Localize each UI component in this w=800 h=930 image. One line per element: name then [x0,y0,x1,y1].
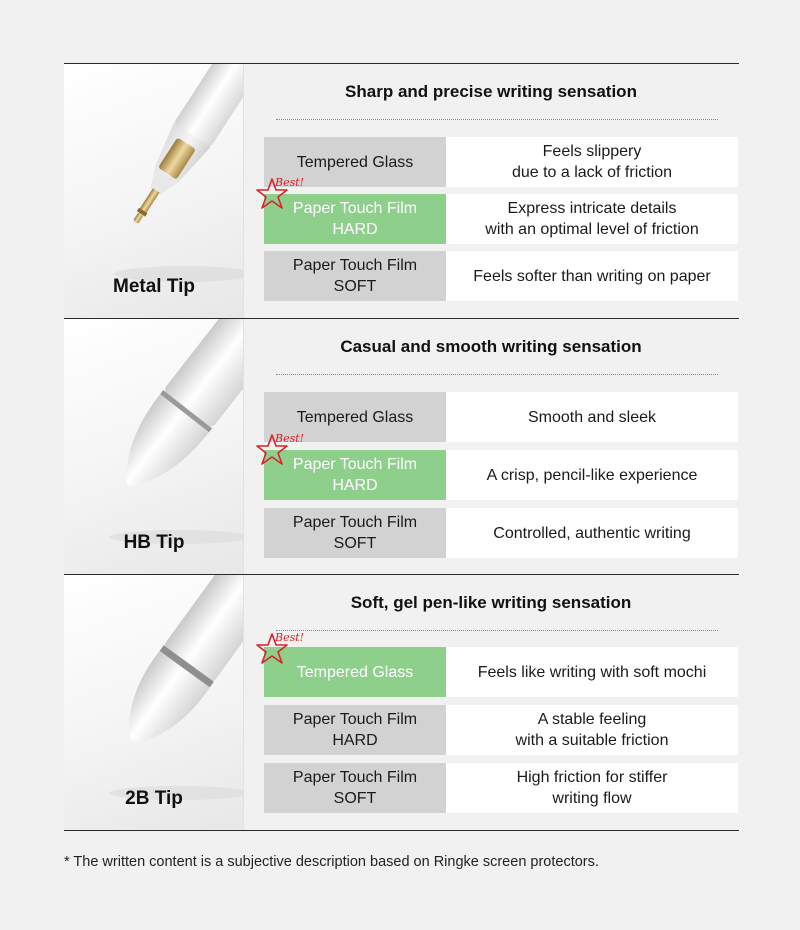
film-label-line-1: Tempered Glass [296,663,414,681]
film-label-line-1: Paper Touch Film [292,711,418,728]
film-label-line-2: HARD [332,477,378,494]
section-metal-tip [64,64,739,319]
table-row [264,392,738,442]
dotted-divider [276,374,718,375]
film-label-line-1: Tempered Glass [296,153,414,171]
film-label-cell [264,251,446,301]
film-label-cell [264,137,446,187]
film-label-line-2: SOFT [333,535,377,552]
right-column [244,575,739,830]
film-label-line-2: HARD [332,221,378,238]
section-heading: Sharp and precise writing sensation [345,82,637,101]
description-cell [446,392,738,442]
description-cell [446,705,738,755]
best-label: Best! [275,176,305,189]
film-label-cell [264,450,446,500]
film-label-cell [264,508,446,558]
description-cell [446,647,738,697]
description-line-2: due to a lack of friction [511,164,673,181]
description-cell [446,137,738,187]
best-label: Best! [275,631,305,644]
film-label-cell [264,705,446,755]
film-label-line-1: Paper Touch Film [292,769,418,786]
film-label-line-2: HARD [332,732,378,749]
tip-image-cell [64,64,244,318]
table-row [264,251,738,301]
table-row [264,763,738,813]
description-line-2: with an optimal level of friction [485,221,699,238]
description-line-1: Smooth and sleek [527,408,657,426]
description-cell [446,194,738,244]
description-cell [446,508,738,558]
description-line-1: A crisp, pencil-like experience [486,466,698,484]
film-label-cell [264,647,446,697]
film-label-line-2: SOFT [333,278,377,295]
table-row-best [264,194,738,244]
film-label-line-2: SOFT [333,790,377,807]
description-line-2: with a suitable friction [515,732,669,749]
table-row [264,508,738,558]
film-label-line-1: Paper Touch Film [292,514,418,531]
film-label-line-1: Paper Touch Film [292,257,418,274]
right-column [244,319,739,574]
dotted-divider [276,630,718,631]
description-line-1: Express intricate details [507,200,677,217]
table-row [264,137,738,187]
table-row-best [264,450,738,500]
description-line-1: High friction for stiffer [516,769,668,786]
description-line-1: A stable feeling [537,711,647,728]
tip-name: Metal Tip [113,276,195,297]
description-cell [446,763,738,813]
tip-name: 2B Tip [125,788,183,809]
description-line-1: Controlled, authentic writing [493,524,691,542]
film-label-cell [264,194,446,244]
tip-image-cell [64,319,244,574]
table-row-best [264,647,738,697]
section-heading: Casual and smooth writing sensation [340,337,642,356]
description-cell [446,450,738,500]
comparison-table [64,63,739,831]
section-hb-tip [64,319,739,575]
description-cell [446,251,738,301]
footnote: * The written content is a subjective description based on Ringke screen protectors. [64,854,599,870]
tip-name: HB Tip [123,532,185,553]
section-heading: Soft, gel pen-like writing sensation [350,593,632,612]
right-column [244,64,739,318]
film-label-cell [264,392,446,442]
table-row [264,705,738,755]
tip-image-cell [64,575,244,830]
description-line-1: Feels softer than writing on paper [473,267,711,285]
dotted-divider [276,119,718,120]
film-label-line-1: Paper Touch Film [292,200,418,217]
film-label-cell [264,763,446,813]
description-line-1: Feels slippery [542,143,642,160]
description-line-1: Feels like writing with soft mochi [477,663,707,681]
film-label-line-1: Tempered Glass [296,408,414,426]
description-line-2: writing flow [552,790,632,807]
section-2b-tip [64,575,739,830]
best-label: Best! [275,432,305,445]
film-label-line-1: Paper Touch Film [292,456,418,473]
